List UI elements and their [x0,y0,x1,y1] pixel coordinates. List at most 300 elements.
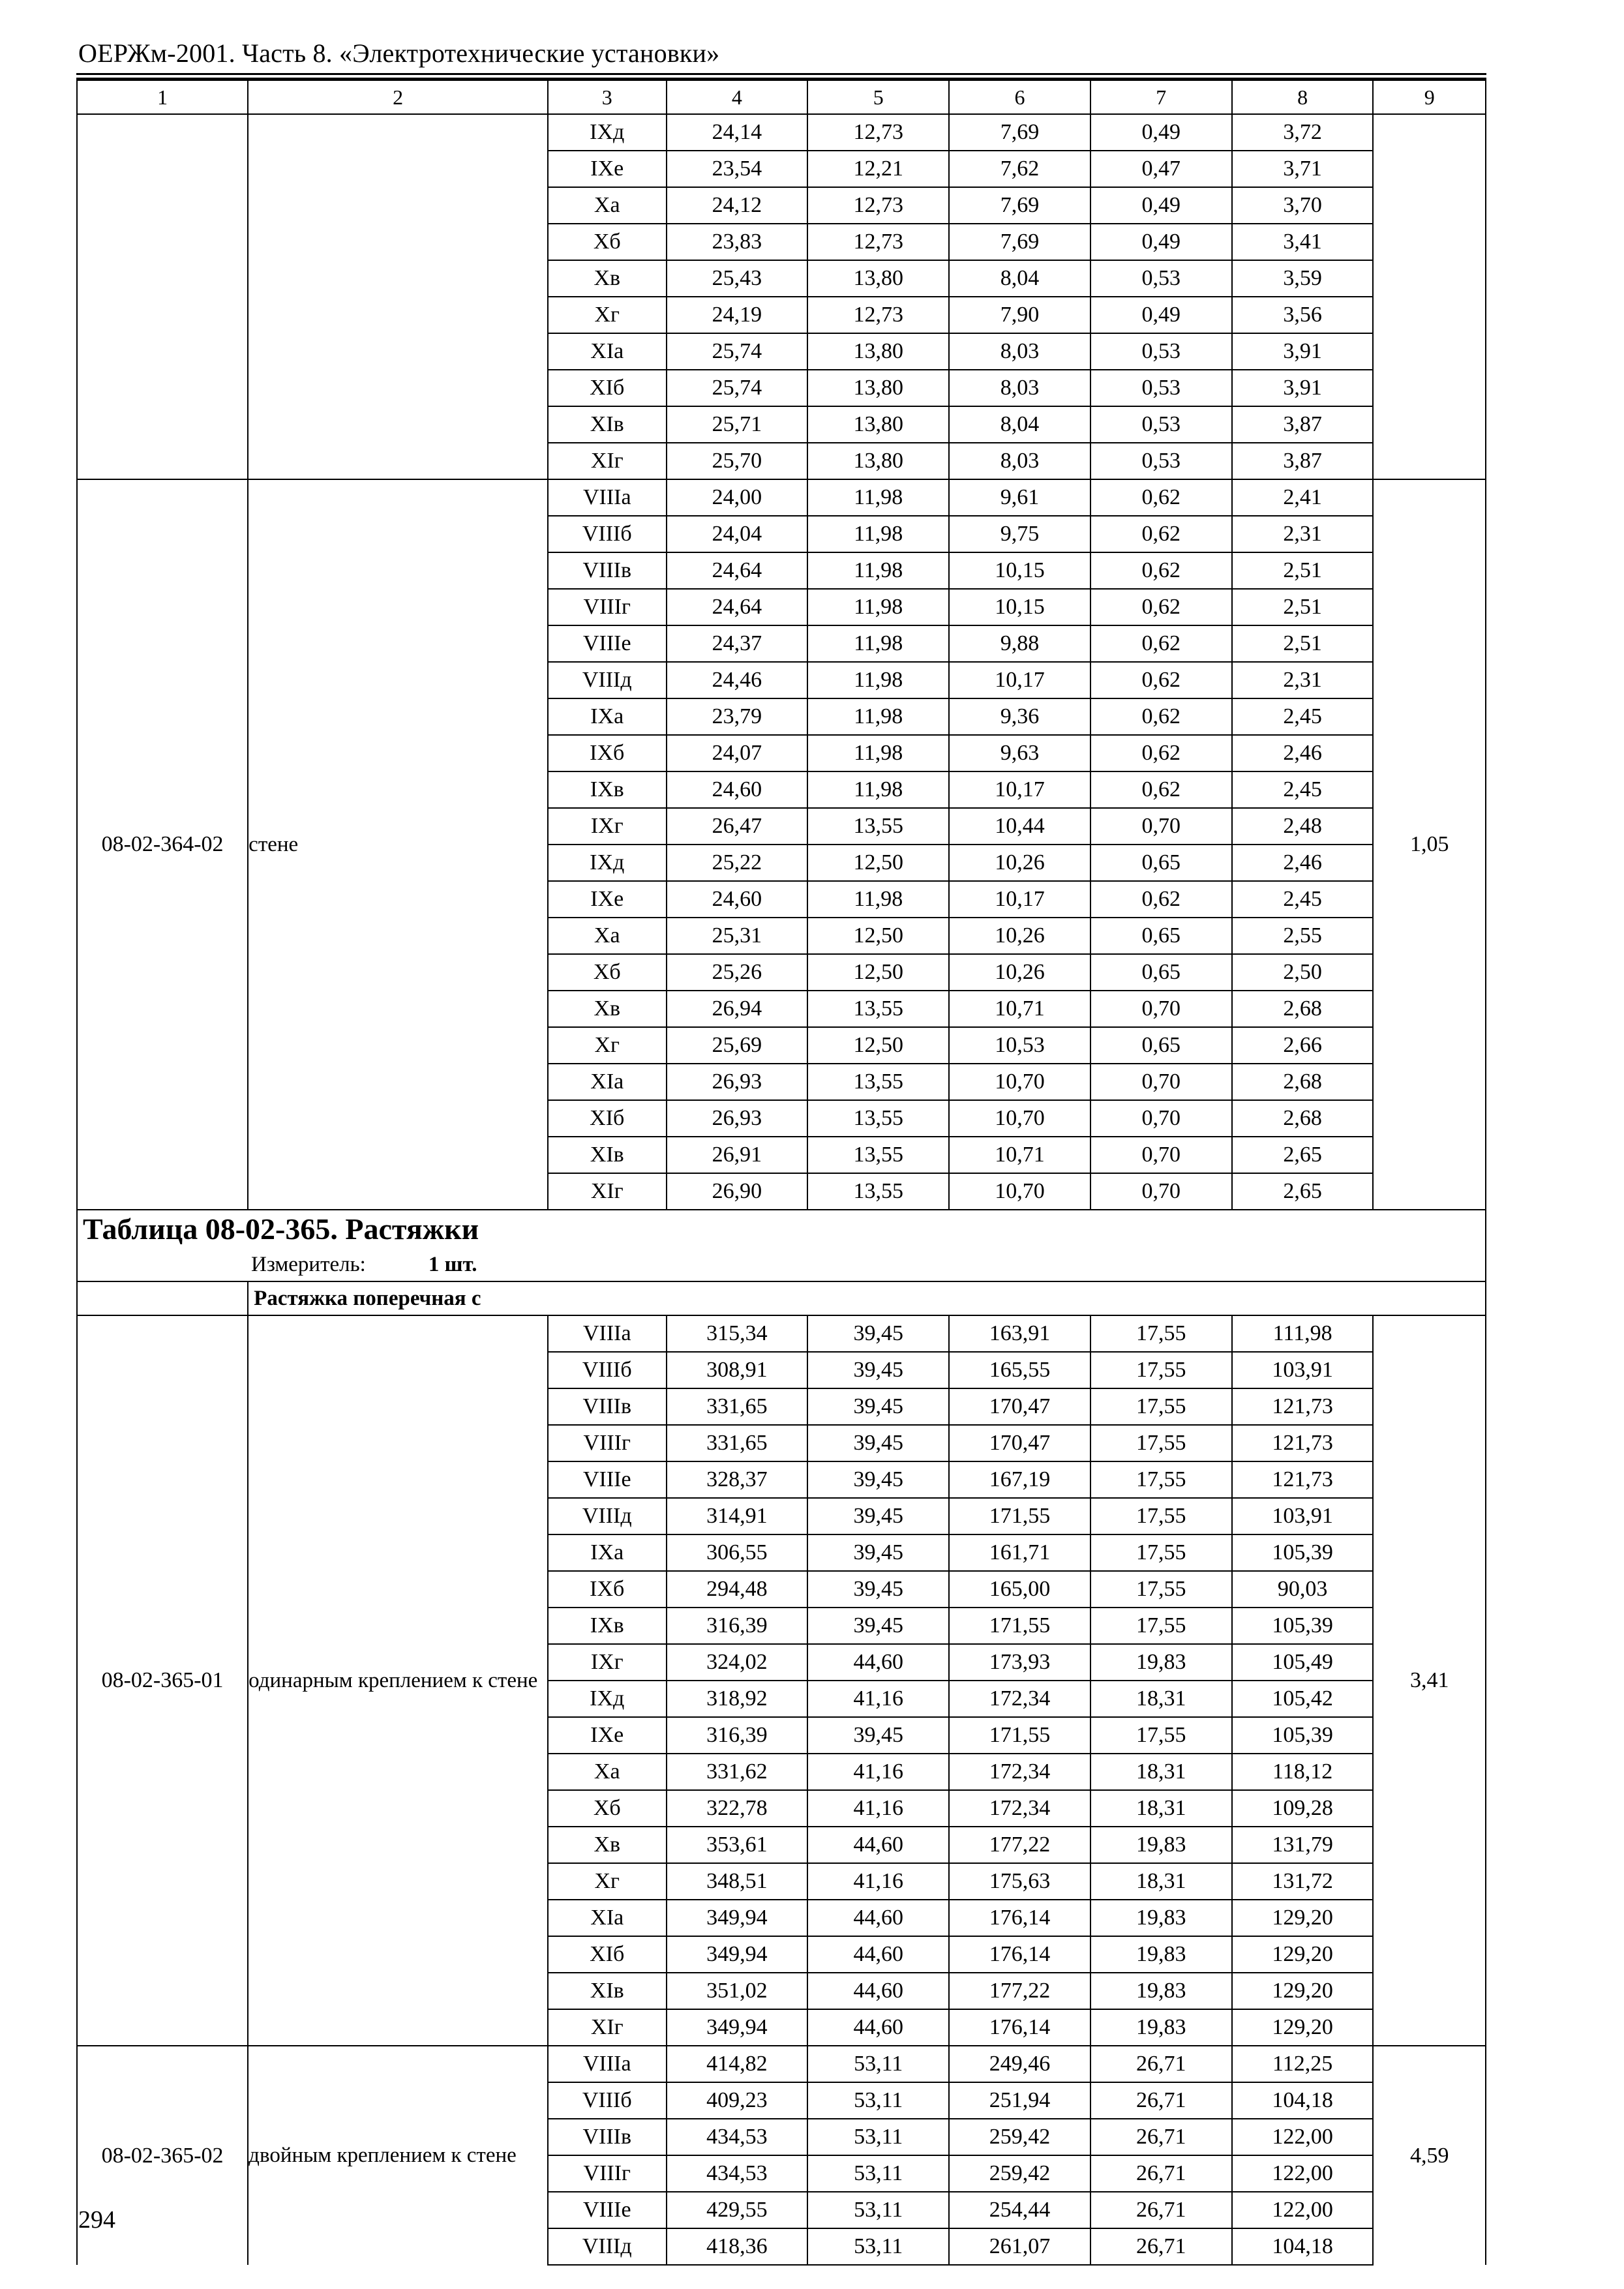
materials-cell: 105,39 [1232,1608,1374,1644]
materials-cell: 2,46 [1232,845,1374,881]
total-cell: 24,60 [667,771,808,808]
zone-cell: IXв [548,1608,667,1644]
machinist-wages-cell: 0,62 [1090,552,1232,589]
wages-cell: 39,45 [807,1571,949,1608]
machinist-wages-cell: 0,70 [1090,1100,1232,1137]
measure-row [77,1248,1486,1281]
machinist-wages-cell: 19,83 [1090,1827,1232,1863]
price-table [76,80,1486,2266]
machines-cell: 176,14 [949,2009,1090,2046]
position-description: двойным креплением к стене [248,2046,548,2265]
machines-cell: 177,22 [949,1973,1090,2009]
machines-cell: 170,47 [949,1388,1090,1425]
total-cell: 349,94 [667,1900,808,1936]
total-cell: 25,31 [667,918,808,954]
zone-cell: Xб [548,224,667,260]
machinist-wages-cell: 17,55 [1090,1498,1232,1534]
materials-cell: 2,51 [1232,625,1374,662]
materials-cell: 103,91 [1232,1498,1374,1534]
total-cell: 418,36 [667,2228,808,2265]
total-cell: 24,37 [667,625,808,662]
total-cell: 23,54 [667,151,808,187]
zone-cell: Xг [548,1027,667,1064]
machinist-wages-cell: 17,55 [1090,1461,1232,1498]
wages-cell: 13,80 [807,260,949,297]
materials-cell: 111,98 [1232,1315,1374,1352]
wages-cell: 44,60 [807,1827,949,1863]
total-cell: 25,26 [667,954,808,991]
zone-cell: VIIIд [548,1498,667,1534]
machinist-wages-cell: 0,53 [1090,406,1232,443]
machinist-wages-cell: 0,62 [1090,771,1232,808]
machinist-wages-cell: 19,83 [1090,1973,1232,2009]
materials-cell: 2,55 [1232,918,1374,954]
total-cell: 25,69 [667,1027,808,1064]
materials-cell: 3,70 [1232,187,1374,224]
total-cell: 318,92 [667,1681,808,1717]
machinist-wages-cell: 0,62 [1090,735,1232,771]
materials-cell: 3,91 [1232,370,1374,406]
total-cell: 25,43 [667,260,808,297]
zone-cell: IXб [548,1571,667,1608]
wages-cell: 53,11 [807,2119,949,2155]
labor-coefficient: 3,41 [1373,1315,1486,2046]
materials-cell: 129,20 [1232,1973,1374,2009]
total-cell: 331,65 [667,1425,808,1461]
total-cell: 25,71 [667,406,808,443]
page-header: ОЕРЖм-2001. Часть 8. «Электротехнические установки» [78,38,720,68]
machinist-wages-cell: 0,65 [1090,918,1232,954]
total-cell: 315,34 [667,1315,808,1352]
labor-coefficient: 1,05 [1373,479,1486,1210]
materials-cell: 2,68 [1232,1064,1374,1100]
zone-cell: IXд [548,114,667,151]
zone-cell: VIIIб [548,2082,667,2119]
wages-cell: 13,55 [807,1173,949,1210]
materials-cell: 103,91 [1232,1352,1374,1388]
machines-cell: 10,17 [949,881,1090,918]
total-cell: 25,70 [667,443,808,479]
machinist-wages-cell: 0,62 [1090,625,1232,662]
machines-cell: 261,07 [949,2228,1090,2265]
machinist-wages-cell: 0,49 [1090,114,1232,151]
materials-cell: 2,68 [1232,1100,1374,1137]
machines-cell: 8,04 [949,406,1090,443]
machines-cell: 10,53 [949,1027,1090,1064]
total-cell: 25,22 [667,845,808,881]
machines-cell: 10,44 [949,808,1090,845]
zone-cell: IXб [548,735,667,771]
machines-cell: 10,15 [949,552,1090,589]
total-cell: 322,78 [667,1790,808,1827]
materials-cell: 118,12 [1232,1754,1374,1790]
machines-cell: 10,70 [949,1173,1090,1210]
zone-cell: VIIIа [548,1315,667,1352]
wages-cell: 12,73 [807,297,949,333]
wages-cell: 12,73 [807,114,949,151]
machines-cell: 172,34 [949,1790,1090,1827]
total-cell: 316,39 [667,1717,808,1754]
zone-cell: Xв [548,260,667,297]
zone-cell: IXа [548,1534,667,1571]
materials-cell: 131,79 [1232,1827,1374,1863]
wages-cell: 39,45 [807,1352,949,1388]
position-description: стене [248,479,548,1210]
machines-cell: 163,91 [949,1315,1090,1352]
materials-cell: 105,39 [1232,1534,1374,1571]
zone-cell: XIб [548,1936,667,1973]
wages-cell: 13,80 [807,370,949,406]
table-title-row [77,1210,1486,1248]
materials-cell: 2,50 [1232,954,1374,991]
wages-cell: 11,98 [807,589,949,625]
machinist-wages-cell: 18,31 [1090,1681,1232,1717]
zone-cell: VIIIе [548,2192,667,2228]
machinist-wages-cell: 0,49 [1090,297,1232,333]
machinist-wages-cell: 0,62 [1090,881,1232,918]
machinist-wages-cell: 0,47 [1090,151,1232,187]
wages-cell: 41,16 [807,1754,949,1790]
machines-cell: 10,71 [949,1137,1090,1173]
materials-cell: 2,45 [1232,771,1374,808]
machines-cell: 7,90 [949,297,1090,333]
wages-cell: 41,16 [807,1863,949,1900]
materials-cell: 2,51 [1232,589,1374,625]
machines-cell: 259,42 [949,2119,1090,2155]
machinist-wages-cell: 17,55 [1090,1425,1232,1461]
materials-cell: 104,18 [1232,2082,1374,2119]
materials-cell: 122,00 [1232,2155,1374,2192]
total-cell: 306,55 [667,1534,808,1571]
zone-cell: IXв [548,771,667,808]
machines-cell: 9,88 [949,625,1090,662]
zone-cell: IXг [548,1644,667,1681]
table-body [77,80,1486,2265]
total-cell: 324,02 [667,1644,808,1681]
machinist-wages-cell: 26,71 [1090,2192,1232,2228]
wages-cell: 13,55 [807,808,949,845]
machines-cell: 171,55 [949,1717,1090,1754]
zone-cell: VIIIд [548,662,667,698]
column-header: 1 [77,80,248,114]
position-description: одинарным креплением к стене [248,1315,548,2046]
wages-cell: 11,98 [807,771,949,808]
materials-cell: 3,59 [1232,260,1374,297]
column-header: 4 [667,80,808,114]
subheading: Растяжка поперечная с [248,1281,1486,1315]
wages-cell: 12,21 [807,151,949,187]
position-code: 08-02-365-01 [77,1315,248,2046]
total-cell: 24,04 [667,516,808,552]
materials-cell: 121,73 [1232,1388,1374,1425]
materials-cell: 109,28 [1232,1790,1374,1827]
table-row [77,2046,1486,2082]
wages-cell: 39,45 [807,1315,949,1352]
column-header: 2 [248,80,548,114]
zone-cell: XIб [548,370,667,406]
zone-cell: VIIIа [548,479,667,516]
machinist-wages-cell: 19,83 [1090,1900,1232,1936]
total-cell: 409,23 [667,2082,808,2119]
machines-cell: 254,44 [949,2192,1090,2228]
wages-cell: 11,98 [807,698,949,735]
materials-cell: 122,00 [1232,2119,1374,2155]
materials-cell: 121,73 [1232,1461,1374,1498]
wages-cell: 13,80 [807,406,949,443]
total-cell: 328,37 [667,1461,808,1498]
measure-value: 1 шт. [428,1252,477,1276]
machinist-wages-cell: 0,70 [1090,991,1232,1027]
total-cell: 294,48 [667,1571,808,1608]
machinist-wages-cell: 0,62 [1090,662,1232,698]
zone-cell: IXе [548,151,667,187]
column-header-row [77,80,1486,114]
zone-cell: XIв [548,1137,667,1173]
zone-cell: VIIIб [548,1352,667,1388]
machinist-wages-cell: 0,65 [1090,845,1232,881]
machines-cell: 172,34 [949,1681,1090,1717]
column-header: 6 [949,80,1090,114]
column-header: 7 [1090,80,1232,114]
materials-cell: 2,66 [1232,1027,1374,1064]
zone-cell: Xа [548,187,667,224]
materials-cell: 2,65 [1232,1173,1374,1210]
zone-cell: Xб [548,954,667,991]
zone-cell: Xг [548,297,667,333]
materials-cell: 2,68 [1232,991,1374,1027]
machinist-wages-cell: 0,53 [1090,260,1232,297]
total-cell: 308,91 [667,1352,808,1388]
wages-cell: 12,50 [807,1027,949,1064]
column-header: 5 [807,80,949,114]
machinist-wages-cell: 0,49 [1090,187,1232,224]
machines-cell: 10,70 [949,1100,1090,1137]
zone-cell: XIг [548,443,667,479]
machinist-wages-cell: 0,62 [1090,698,1232,735]
position-code: 08-02-365-02 [77,2046,248,2265]
machinist-wages-cell: 18,31 [1090,1790,1232,1827]
zone-cell: VIIIб [548,516,667,552]
total-cell: 24,60 [667,881,808,918]
wages-cell: 53,11 [807,2155,949,2192]
machinist-wages-cell: 17,55 [1090,1534,1232,1571]
total-cell: 414,82 [667,2046,808,2082]
machinist-wages-cell: 0,62 [1090,589,1232,625]
machines-cell: 9,75 [949,516,1090,552]
wages-cell: 39,45 [807,1608,949,1644]
wages-cell: 39,45 [807,1461,949,1498]
total-cell: 351,02 [667,1973,808,2009]
total-cell: 348,51 [667,1863,808,1900]
materials-cell: 105,39 [1232,1717,1374,1754]
zone-cell: XIг [548,2009,667,2046]
zone-cell: XIа [548,1064,667,1100]
machines-cell: 9,36 [949,698,1090,735]
zone-cell: IXд [548,1681,667,1717]
wages-cell: 53,11 [807,2046,949,2082]
wages-cell: 11,98 [807,735,949,771]
machines-cell: 10,71 [949,991,1090,1027]
total-cell: 23,83 [667,224,808,260]
machines-cell: 8,04 [949,260,1090,297]
subheading-row [77,1281,1486,1315]
zone-cell: XIв [548,1973,667,2009]
measure-cell [77,1248,1486,1281]
machines-cell: 10,26 [949,845,1090,881]
machinist-wages-cell: 0,62 [1090,479,1232,516]
table-row [77,114,1486,151]
column-header: 9 [1373,80,1486,114]
machinist-wages-cell: 26,71 [1090,2082,1232,2119]
machinist-wages-cell: 0,53 [1090,443,1232,479]
machines-cell: 171,55 [949,1608,1090,1644]
wages-cell: 11,98 [807,552,949,589]
total-cell: 24,14 [667,114,808,151]
wages-cell: 39,45 [807,1498,949,1534]
total-cell: 349,94 [667,2009,808,2046]
total-cell: 26,94 [667,991,808,1027]
wages-cell: 11,98 [807,516,949,552]
zone-cell: VIIIв [548,2119,667,2155]
total-cell: 26,93 [667,1064,808,1100]
total-cell: 331,62 [667,1754,808,1790]
table-title: Таблица 08-02-365. Растяжки [77,1210,1486,1248]
wages-cell: 41,16 [807,1790,949,1827]
machinist-wages-cell: 0,65 [1090,1027,1232,1064]
machinist-wages-cell: 19,83 [1090,2009,1232,2046]
total-cell: 314,91 [667,1498,808,1534]
machines-cell: 8,03 [949,443,1090,479]
wages-cell: 12,50 [807,954,949,991]
total-cell: 23,79 [667,698,808,735]
zone-cell: XIг [548,1173,667,1210]
materials-cell: 105,42 [1232,1681,1374,1717]
zone-cell: VIIIв [548,1388,667,1425]
zone-cell: IXд [548,845,667,881]
wages-cell: 13,80 [807,443,949,479]
wages-cell: 53,11 [807,2192,949,2228]
zone-cell: XIа [548,333,667,370]
zone-cell: Xб [548,1790,667,1827]
wages-cell: 12,50 [807,845,949,881]
materials-cell: 2,45 [1232,698,1374,735]
machinist-wages-cell: 0,65 [1090,954,1232,991]
zone-cell: IXе [548,1717,667,1754]
machines-cell: 7,69 [949,114,1090,151]
materials-cell: 129,20 [1232,1936,1374,1973]
machinist-wages-cell: 26,71 [1090,2228,1232,2265]
materials-cell: 129,20 [1232,1900,1374,1936]
machines-cell: 161,71 [949,1534,1090,1571]
machinist-wages-cell: 0,53 [1090,333,1232,370]
machines-cell: 259,42 [949,2155,1090,2192]
materials-cell: 3,87 [1232,443,1374,479]
machinist-wages-cell: 17,55 [1090,1352,1232,1388]
machines-cell: 176,14 [949,1936,1090,1973]
zone-cell: IXг [548,808,667,845]
wages-cell: 12,73 [807,224,949,260]
machines-cell: 175,63 [949,1863,1090,1900]
wages-cell: 11,98 [807,881,949,918]
materials-cell: 3,87 [1232,406,1374,443]
machines-cell: 9,63 [949,735,1090,771]
machines-cell: 9,61 [949,479,1090,516]
machines-cell: 173,93 [949,1644,1090,1681]
total-cell: 434,53 [667,2119,808,2155]
machinist-wages-cell: 26,71 [1090,2119,1232,2155]
wages-cell: 39,45 [807,1717,949,1754]
materials-cell: 2,45 [1232,881,1374,918]
wages-cell: 13,55 [807,1064,949,1100]
zone-cell: VIIIг [548,2155,667,2192]
zone-cell: IXа [548,698,667,735]
wages-cell: 13,55 [807,1137,949,1173]
machines-cell: 7,69 [949,224,1090,260]
wages-cell: 44,60 [807,1644,949,1681]
table-row [77,479,1486,516]
machines-cell: 8,03 [949,333,1090,370]
machines-cell: 170,47 [949,1425,1090,1461]
wages-cell: 12,50 [807,918,949,954]
machines-cell: 10,26 [949,918,1090,954]
machines-cell: 177,22 [949,1827,1090,1863]
machinist-wages-cell: 0,53 [1090,370,1232,406]
wages-cell: 11,98 [807,625,949,662]
total-cell: 25,74 [667,333,808,370]
wages-cell: 53,11 [807,2082,949,2119]
materials-cell: 112,25 [1232,2046,1374,2082]
materials-cell: 90,03 [1232,1571,1374,1608]
materials-cell: 2,31 [1232,516,1374,552]
machinist-wages-cell: 0,70 [1090,1173,1232,1210]
labor-coefficient: 4,59 [1373,2046,1486,2265]
zone-cell: Xг [548,1863,667,1900]
materials-cell: 3,41 [1232,224,1374,260]
header-rule [76,73,1486,75]
machinist-wages-cell: 17,55 [1090,1571,1232,1608]
machines-cell: 10,17 [949,662,1090,698]
wages-cell: 44,60 [807,1973,949,2009]
materials-cell: 105,49 [1232,1644,1374,1681]
machines-cell: 10,26 [949,954,1090,991]
wages-cell: 41,16 [807,1681,949,1717]
zone-cell: VIIIд [548,2228,667,2265]
total-cell: 349,94 [667,1936,808,1973]
machines-cell: 7,62 [949,151,1090,187]
machines-cell: 10,15 [949,589,1090,625]
total-cell: 24,12 [667,187,808,224]
machines-cell: 165,00 [949,1571,1090,1608]
zone-cell: IXе [548,881,667,918]
total-cell: 429,55 [667,2192,808,2228]
materials-cell: 2,41 [1232,479,1374,516]
materials-cell: 104,18 [1232,2228,1374,2265]
zone-cell: Xв [548,1827,667,1863]
materials-cell: 129,20 [1232,2009,1374,2046]
total-cell: 26,93 [667,1100,808,1137]
wages-cell: 11,98 [807,662,949,698]
wages-cell: 44,60 [807,1936,949,1973]
total-cell: 24,64 [667,589,808,625]
machines-cell: 249,46 [949,2046,1090,2082]
materials-cell: 3,72 [1232,114,1374,151]
materials-cell: 2,31 [1232,662,1374,698]
zone-cell: VIIIе [548,625,667,662]
materials-cell: 3,91 [1232,333,1374,370]
materials-cell: 3,71 [1232,151,1374,187]
machinist-wages-cell: 18,31 [1090,1863,1232,1900]
materials-cell: 122,00 [1232,2192,1374,2228]
